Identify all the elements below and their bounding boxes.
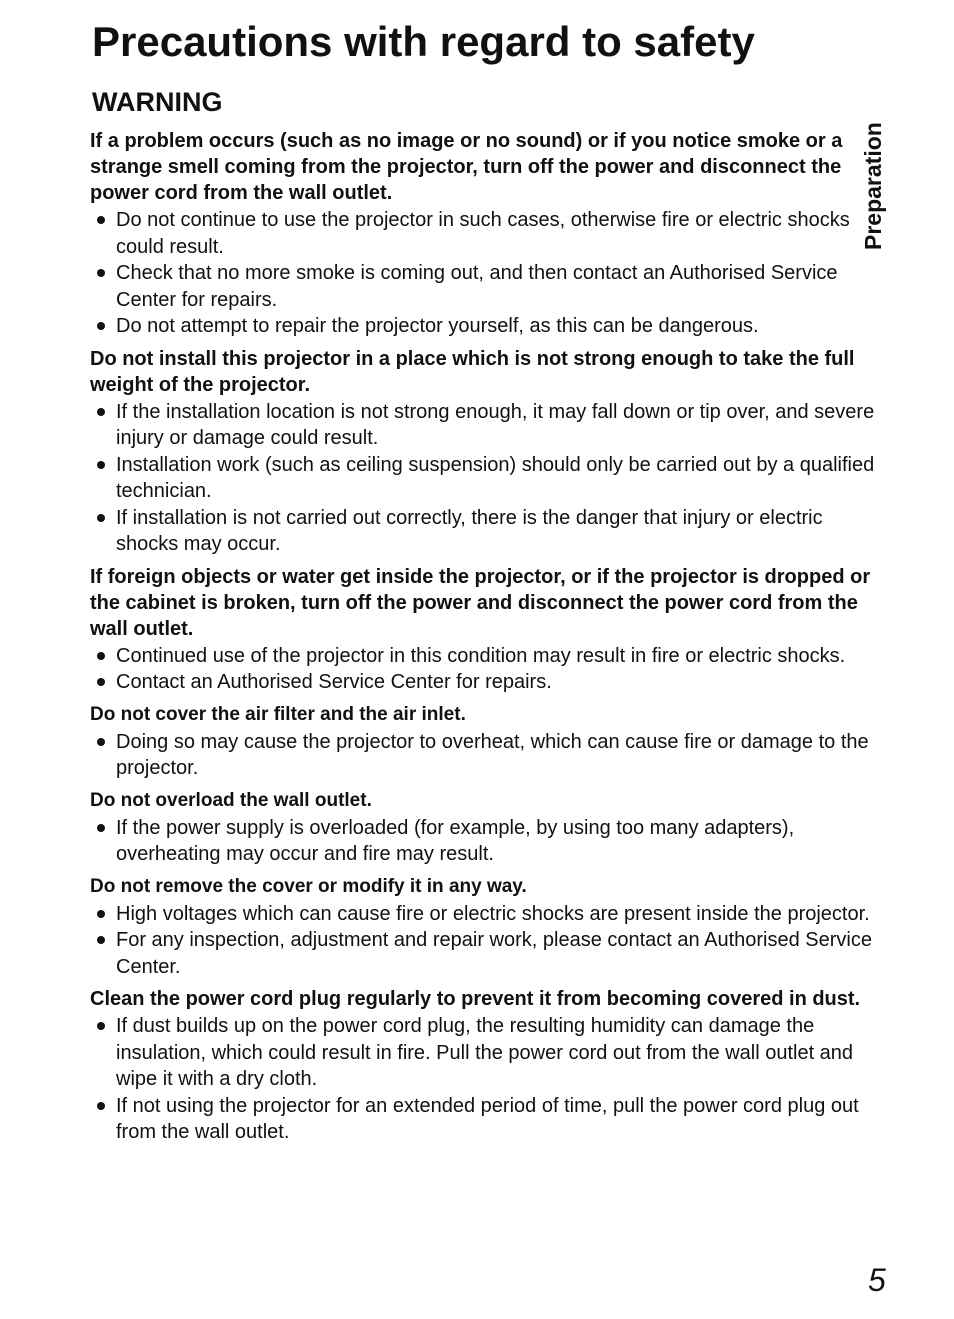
warning-list: [90, 815, 882, 868]
list-item-text: If the power supply is overloaded (for example, by using too many adapters), overheating may occur and fire may result.: [116, 816, 795, 865]
list-item-text: If dust builds up on the power cord plug, the resulting humidity can damage the insulation, which could result in fire. Pull the power cord out from the wall outlet and wipe it with a dry cloth.: [116, 1015, 854, 1090]
list-item-text: Doing so may cause the projector to overheat, which can cause fire or damage to the projector.: [116, 730, 869, 779]
warning-block-title: Do not cover the air filter and the air inlet.: [90, 703, 466, 725]
list-item-text: If not using the projector for an extended period of time, pull the power cord plug out from the wall outlet.: [116, 1094, 859, 1143]
list-item-text: For any inspection, adjustment and repair work, please contact an Authorised Service Center.: [116, 929, 872, 978]
bullet-icon: [97, 738, 105, 746]
list-item: [90, 260, 882, 313]
warning-list: [90, 643, 882, 696]
list-item: [90, 505, 882, 558]
bullet-icon: [97, 652, 105, 660]
list-item: [90, 643, 882, 670]
warning-block-title: Do not install this projector in a place which is not strong enough to take the full weight of the projector.: [90, 347, 855, 396]
list-item: [90, 1013, 882, 1093]
list-item-text: High voltages which can cause fire or electric shocks are present inside the projector.: [116, 902, 870, 925]
warning-block: [90, 702, 882, 782]
bullet-icon: [97, 1102, 105, 1110]
page-number: 5: [868, 1262, 886, 1298]
list-item-text: Do not attempt to repair the projector yourself, as this can be dangerous.: [116, 315, 759, 337]
warning-block: [90, 788, 882, 868]
warning-block: [90, 986, 882, 1146]
warning-list: [90, 207, 882, 340]
warning-list: [90, 1013, 882, 1146]
bullet-icon: [97, 216, 105, 224]
bullet-icon: [97, 514, 105, 522]
bullet-icon: [97, 269, 105, 277]
warning-block: [90, 346, 882, 558]
list-item: [90, 452, 882, 505]
warning-block-title: If a problem occurs (such as no image or no sound) or if you notice smoke or a strange smell coming from the projector, turn off the power and disconnect the power cord from the wall outlet.: [90, 130, 843, 204]
warning-block-title: Clean the power cord plug regularly to prevent it from becoming covered in dust.: [90, 988, 861, 1010]
warning-block-title: If foreign objects or water get inside the projector, or if the projector is dropped or the cabinet is broken, turn off the power and disconnect the power cord from the wall outlet.: [90, 565, 871, 640]
list-item: [90, 1093, 882, 1146]
bullet-icon: [97, 936, 105, 944]
list-item-text: Continued use of the projector in this condition may result in fire or electric shocks.: [116, 644, 846, 667]
warning-block: [90, 874, 882, 981]
warning-block-title: Do not remove the cover or modify it in any way.: [90, 875, 527, 897]
bullet-icon: [97, 1022, 105, 1030]
warning-list: [90, 399, 882, 558]
list-item: [90, 901, 882, 928]
page-title: Precautions with regard to safety: [92, 18, 755, 65]
list-item-text: Installation work (such as ceiling suspension) should only be carried out by a qualified technician.: [116, 453, 875, 502]
list-item: [90, 207, 882, 260]
list-item: [90, 815, 882, 868]
list-item-text: If installation is not carried out correctly, there is the danger that injury or electric shocks may occur.: [116, 506, 823, 555]
list-item-text: Do not continue to use the projector in such cases, otherwise fire or electric shocks could result.: [116, 209, 850, 258]
warning-block: [90, 128, 882, 340]
warning-heading: WARNING: [92, 87, 223, 117]
warning-list: [90, 901, 882, 981]
warning-content: [90, 128, 882, 1152]
section-side-tab: Preparation: [860, 122, 886, 250]
bullet-icon: [97, 461, 105, 469]
list-item: [90, 313, 882, 340]
list-item: [90, 927, 882, 980]
list-item-text: Check that no more smoke is coming out, and then contact an Authorised Service Center for repairs.: [116, 262, 838, 311]
list-item: [90, 399, 882, 452]
bullet-icon: [97, 824, 105, 832]
warning-block-title: Do not overload the wall outlet.: [90, 789, 372, 811]
bullet-icon: [97, 322, 105, 330]
bullet-icon: [97, 910, 105, 918]
list-item-text: If the installation location is not strong enough, it may fall down or tip over, and severe injury or damage could result.: [116, 400, 875, 449]
list-item: [90, 669, 882, 696]
bullet-icon: [97, 408, 105, 416]
list-item: [90, 729, 882, 782]
warning-block: [90, 564, 882, 696]
warning-list: [90, 729, 882, 782]
bullet-icon: [97, 678, 105, 686]
list-item-text: Contact an Authorised Service Center for repairs.: [116, 671, 552, 693]
